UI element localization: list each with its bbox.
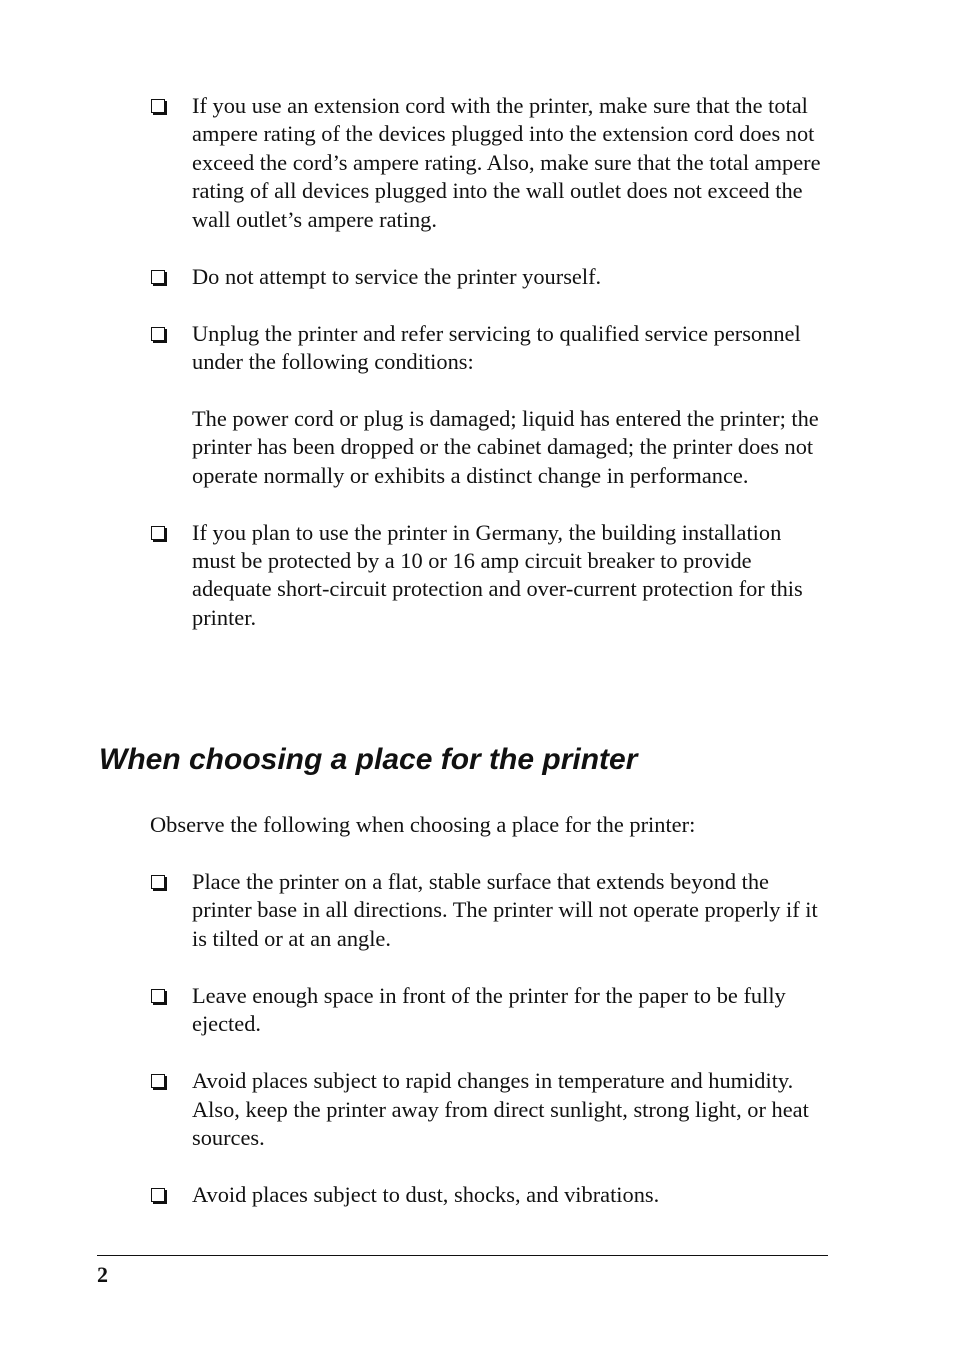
section-heading: When choosing a place for the printer: [99, 743, 638, 776]
list-item-text: Avoid places subject to rapid changes in temperature and humidity. Also, keep the printer away from direct sunlight, strong light, or heat sources.: [192, 1068, 809, 1151]
checkbox-bullet-icon: [151, 875, 165, 889]
checkbox-bullet-icon: [151, 1188, 165, 1202]
list-item: [150, 868, 830, 953]
checkbox-bullet-icon: [151, 1074, 165, 1088]
list-item: [150, 263, 830, 291]
list-item: [150, 320, 830, 490]
checkbox-bullet-icon: [151, 99, 165, 113]
section-intro: Observe the following when choosing a place for the printer:: [150, 812, 696, 837]
checkbox-bullet-icon: [151, 989, 165, 1003]
list-item: [150, 1067, 830, 1152]
list-item-text: If you use an extension cord with the printer, make sure that the total ampere rating of the devices plugged into the extension cord does not exceed the cord’s ampere rating. Also, make sure that the total ampere rating of all devices plugged into the wall outlet does not exceed the wall outlet’s ampere rating.: [192, 93, 821, 232]
list-item-text: Avoid places subject to dust, shocks, and vibrations.: [192, 1182, 660, 1208]
page-number: 2: [97, 1262, 108, 1287]
list-item-text: Leave enough space in front of the printer for the paper to be fully ejected.: [192, 982, 786, 1037]
list-item: [150, 519, 830, 633]
list-item-text: Place the printer on a flat, stable surface that extends beyond the printer base in all directions. The printer will not operate properly if it is tilted or at an angle.: [192, 869, 818, 951]
list-item-subparagraph: The power cord or plug is damaged; liquid has entered the printer; the printer has been dropped or the cabinet damaged; the printer does not operate normally or exhibits a distinct change in performance.: [192, 405, 819, 488]
safety-bullet-list: [150, 92, 830, 661]
placement-bullet-list: [150, 868, 830, 1238]
list-item: [150, 92, 830, 234]
checkbox-bullet-icon: [151, 270, 165, 284]
checkbox-bullet-icon: [151, 327, 165, 341]
list-item-text: Unplug the printer and refer servicing to qualified service personnel under the following conditions:: [192, 320, 801, 375]
list-item-text: If you plan to use the printer in Germany, the building installation must be protected by a 10 or 16 amp circuit breaker to provide adequate short-circuit protection and over-current protection for this printer.: [192, 519, 803, 630]
list-item-text: Do not attempt to service the printer yourself.: [192, 263, 602, 289]
footer-divider: [97, 1255, 828, 1256]
list-item: [150, 982, 830, 1039]
list-item: [150, 1181, 830, 1209]
checkbox-bullet-icon: [151, 526, 165, 540]
